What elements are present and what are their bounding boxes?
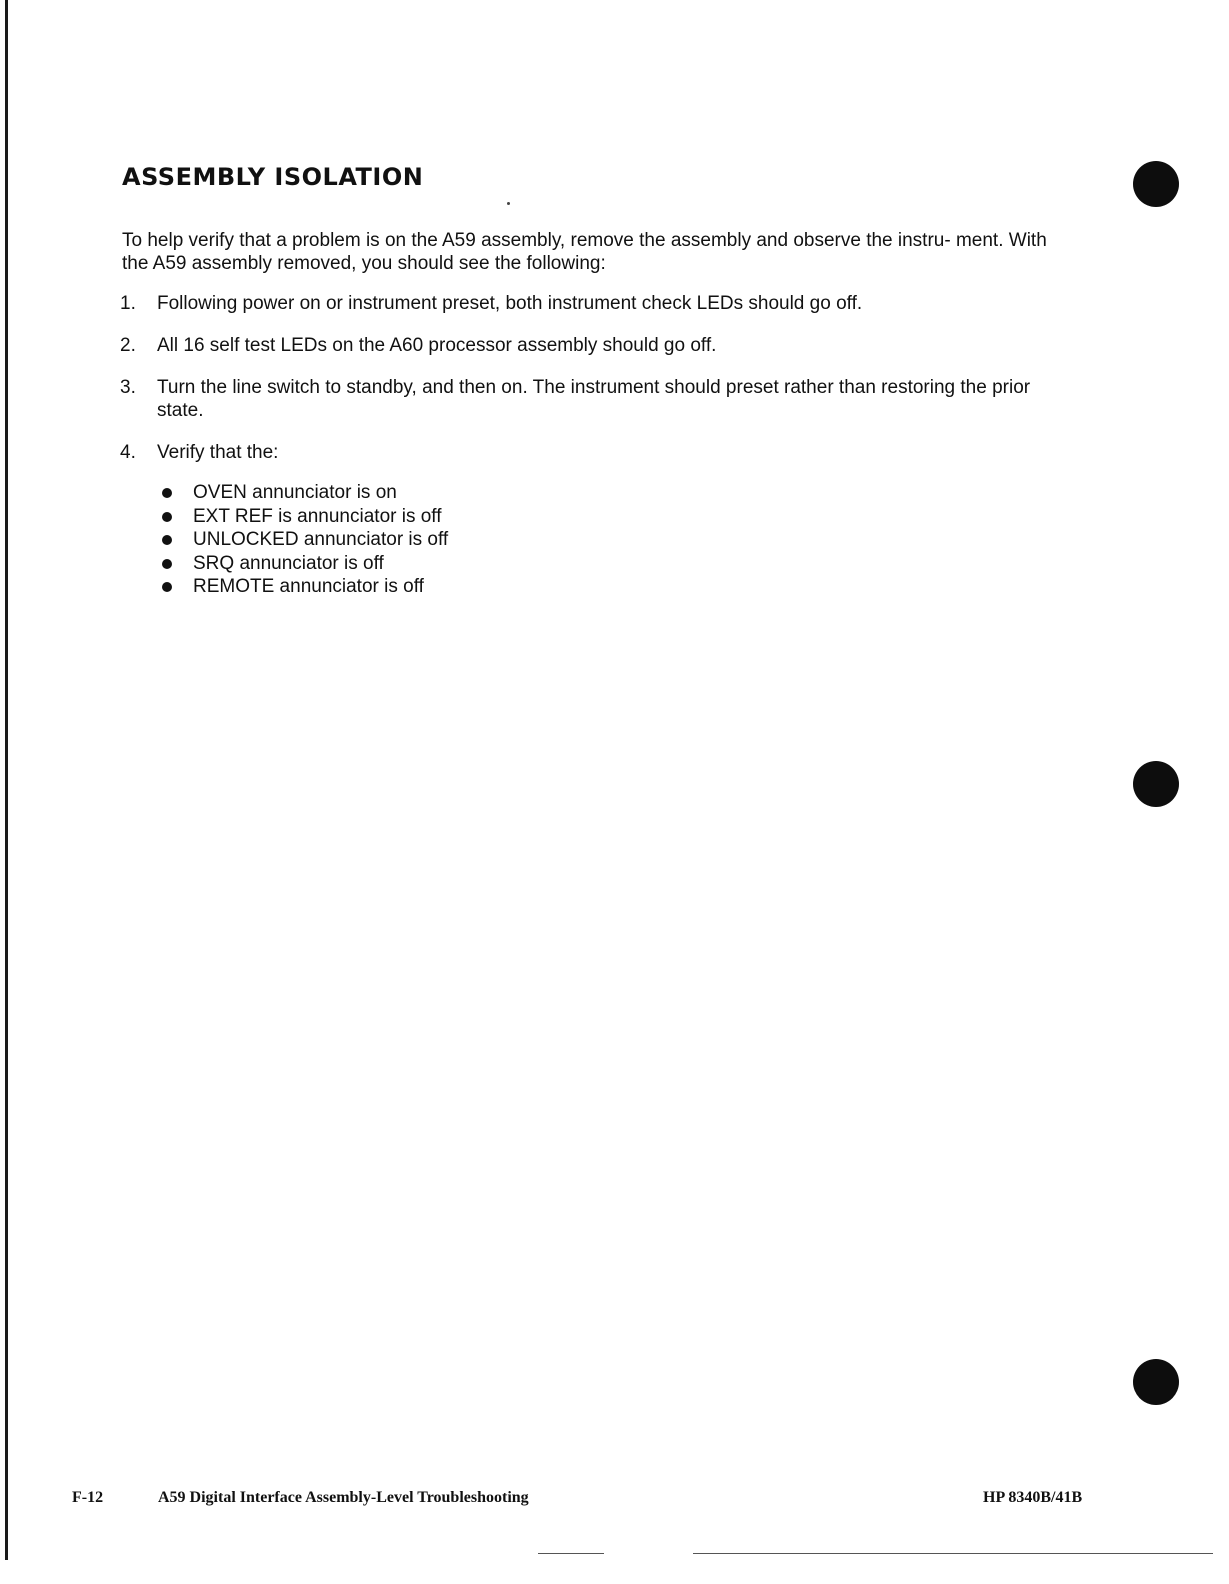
annunciator-checklist	[160, 481, 448, 599]
isolation-steps	[120, 292, 1050, 483]
step-text: Following power on or instrument preset, both instrument check LEDs should go off.	[157, 293, 863, 314]
bottom-edge-rule-1	[538, 1553, 604, 1554]
step-number: 3.	[120, 377, 136, 398]
annunciator-item	[160, 552, 448, 576]
binder-hole-middle	[1133, 761, 1179, 807]
step-number: 4.	[120, 442, 136, 463]
step-text: Turn the line switch to standby, and then on. The instrument should preset rather than restoring the prior state.	[157, 377, 1031, 421]
annunciator-text: REMOTE annunciator is off	[193, 576, 424, 598]
step-text: All 16 self test LEDs on the A60 processor assembly should go off.	[157, 335, 717, 356]
annunciator-text: UNLOCKED annunciator is off	[193, 529, 449, 551]
step-item	[120, 292, 1050, 315]
bullet-dot-icon	[162, 582, 172, 592]
annunciator-item	[160, 481, 448, 505]
step-number: 1.	[120, 293, 136, 314]
intro-paragraph: To help verify that a problem is on the A59 assembly, remove the assembly and observe the instru- ment. With the A59 assembly removed, you should see the following:	[122, 230, 1047, 274]
bottom-edge-rule-2	[693, 1553, 1213, 1554]
annunciator-item	[160, 575, 448, 599]
binder-hole-bottom	[1133, 1359, 1179, 1405]
binder-hole-top	[1133, 161, 1179, 207]
annunciator-text: EXT REF is annunciator is off	[193, 505, 442, 527]
step-text: Verify that the:	[157, 442, 279, 463]
footer-title: A59 Digital Interface Assembly-Level Troubleshooting	[158, 1489, 529, 1506]
step-number: 2.	[120, 335, 136, 356]
annunciator-item	[160, 505, 448, 529]
annunciator-text: OVEN annunciator is on	[193, 482, 397, 503]
annunciator-item	[160, 528, 448, 552]
step-item	[120, 334, 1050, 357]
step-item	[120, 441, 1050, 464]
left-margin-rule	[5, 0, 8, 1560]
annunciator-text: SRQ annunciator is off	[193, 552, 384, 574]
footer-page-number: F-12	[72, 1489, 104, 1506]
bullet-dot-icon	[162, 488, 172, 498]
scan-speck	[507, 202, 510, 205]
bullet-dot-icon	[162, 559, 172, 569]
bullet-dot-icon	[162, 512, 172, 522]
footer-model: HP 8340B/41B	[983, 1489, 1083, 1506]
section-heading: ASSEMBLY ISOLATION	[122, 163, 424, 191]
bullet-dot-icon	[162, 535, 172, 545]
step-item	[120, 376, 1050, 422]
